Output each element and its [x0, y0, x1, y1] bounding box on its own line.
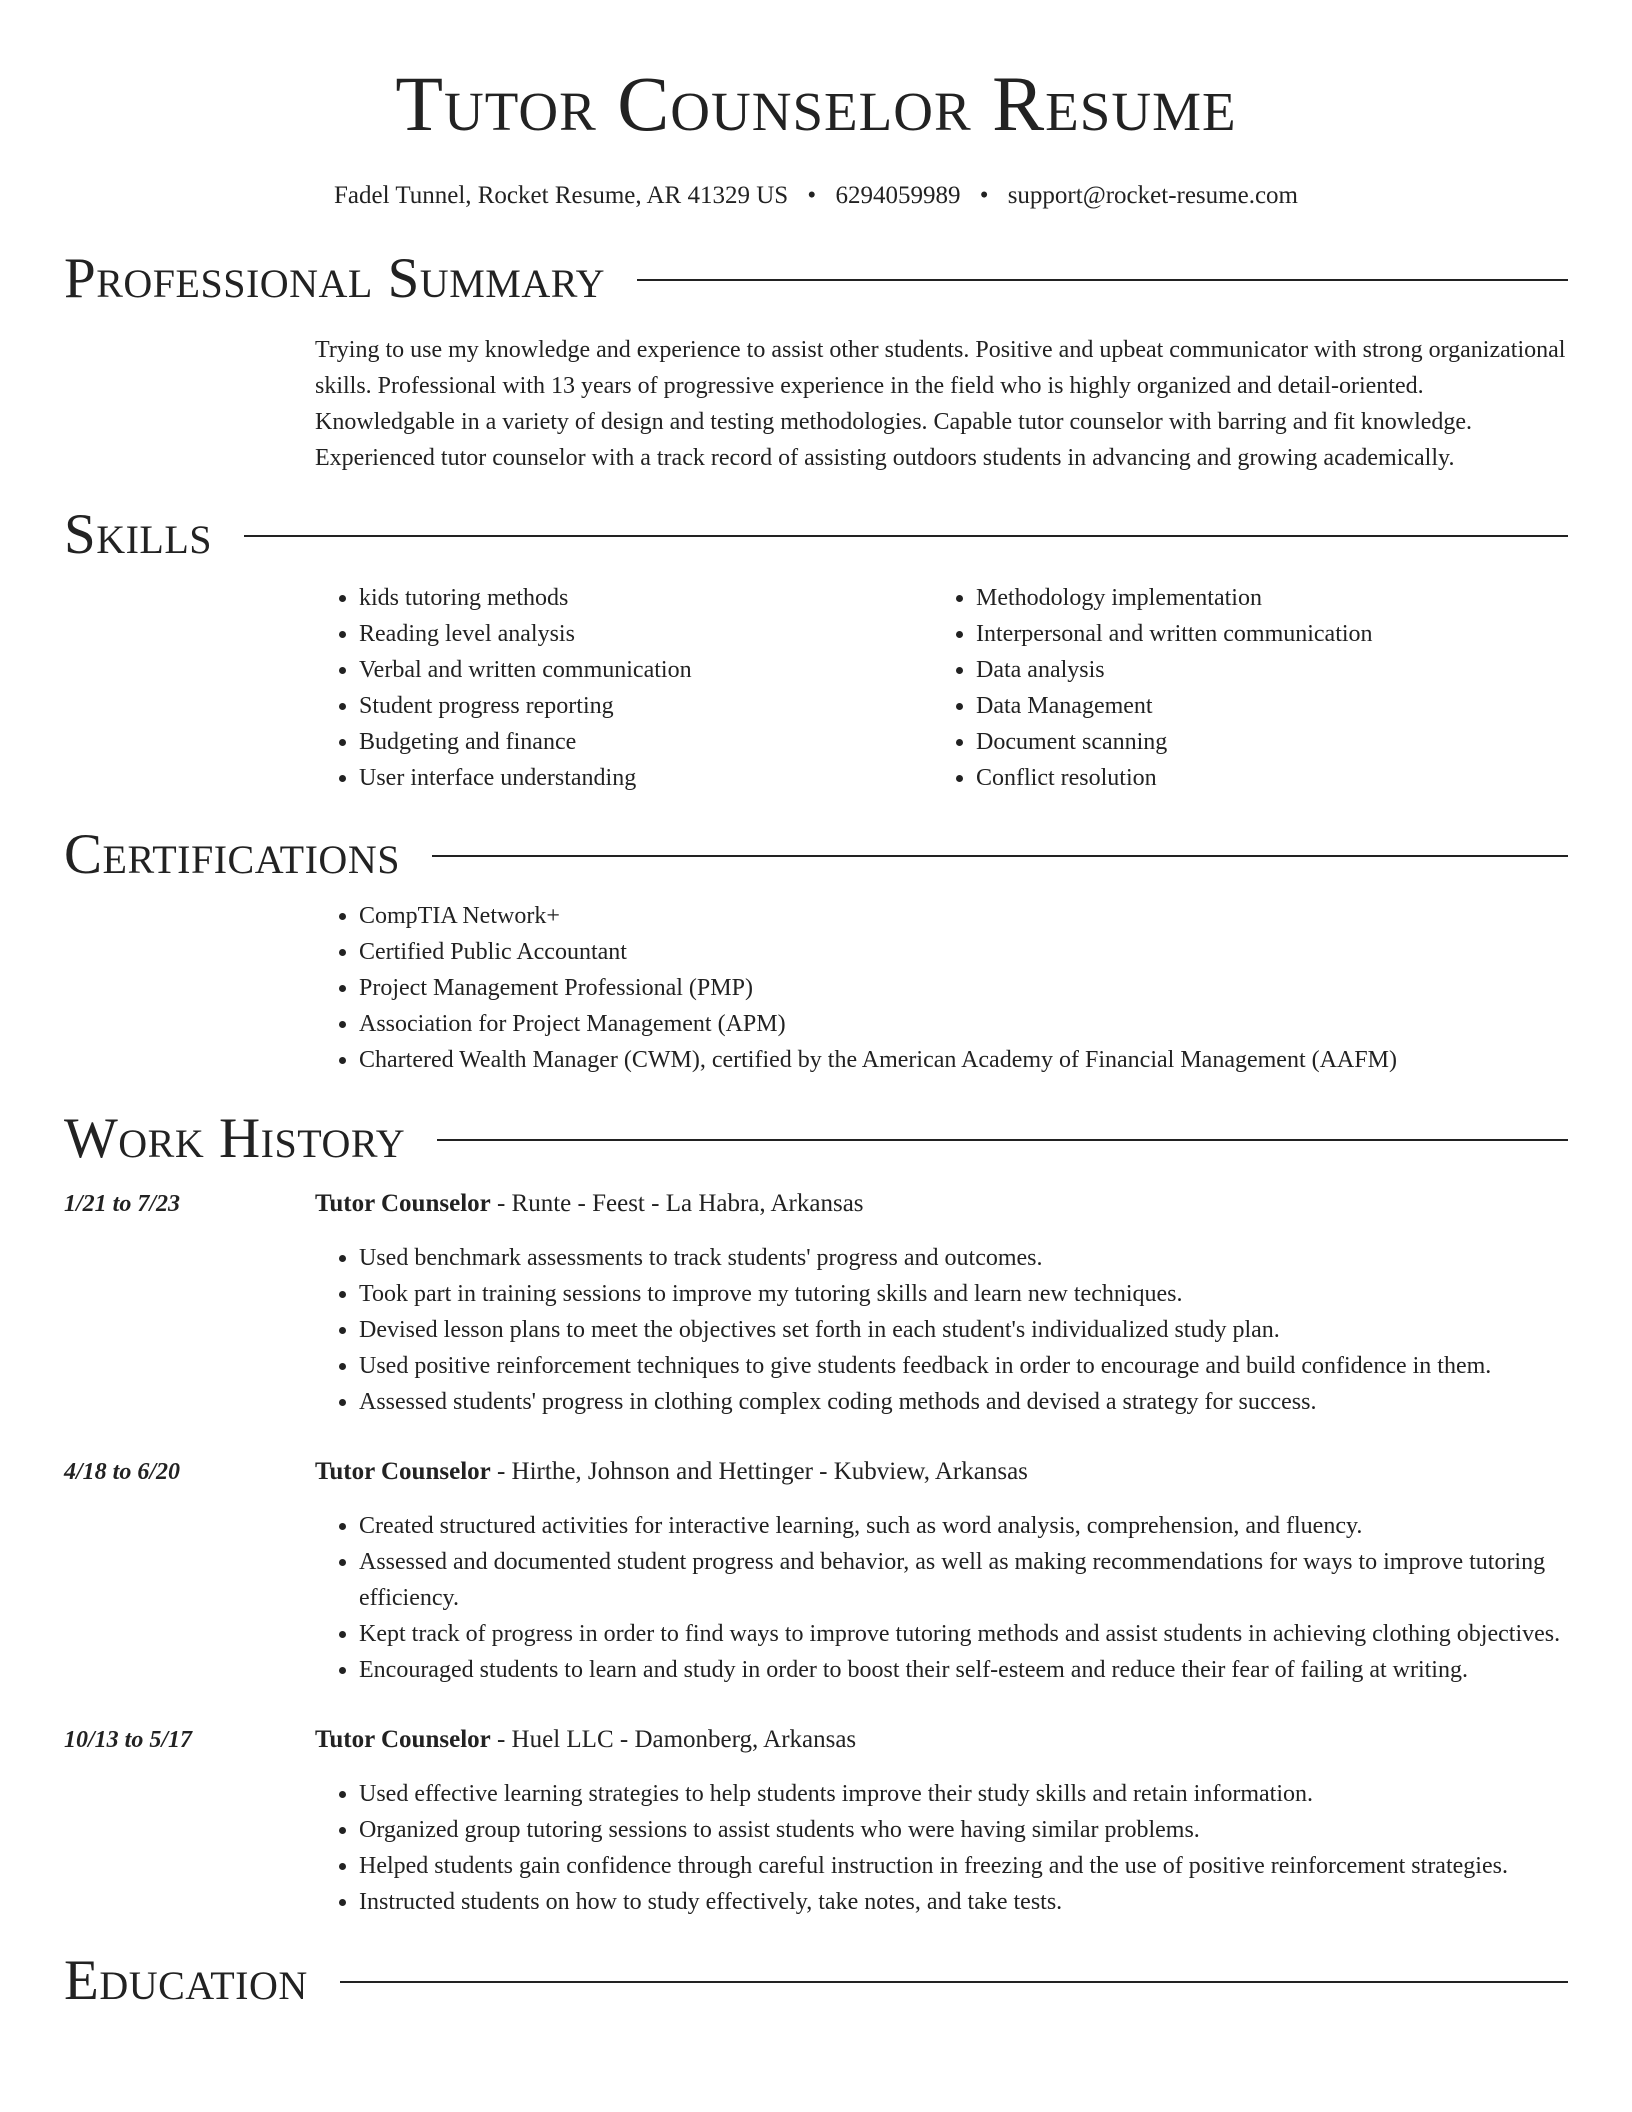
skill-item: • Data Management — [976, 688, 1549, 724]
job-duty: • Used positive reinforcement techniques to give students feedback in order to encourage and build confidence in them. — [359, 1348, 1568, 1384]
job-employer: - Runte - Feest - La Habra, Arkansas — [490, 1190, 864, 1217]
job-title: Tutor Counselor — [315, 1458, 491, 1485]
contact-phone: 6294059989 — [835, 182, 961, 209]
job-dates: 4/18 to 6/20 — [64, 1459, 181, 1485]
job-duty: • Created structured activities for interactive learning, such as word analysis, comprehension, and fluency. — [359, 1508, 1568, 1544]
contact-line — [64, 180, 1568, 212]
education-heading: Education — [64, 1949, 308, 2012]
skill-item: • Reading level analysis — [359, 616, 932, 652]
summary-block — [315, 332, 1567, 476]
job-title: Tutor Counselor — [315, 1726, 491, 1753]
skill-item: • Data analysis — [976, 652, 1549, 688]
job-duties — [315, 1776, 1568, 1920]
job-detail — [315, 1722, 1568, 1920]
skills-column-left — [315, 580, 932, 796]
job-duty: • Used effective learning strategies to help students improve their study skills and retain information. — [359, 1776, 1568, 1812]
job-title: Tutor Counselor — [315, 1190, 491, 1217]
summary-section-heading — [64, 248, 1568, 310]
summary-heading: Professional Summary — [64, 247, 606, 310]
section-divider — [637, 279, 1568, 281]
certification-item: • Chartered Wealth Manager (CWM), certified by the American Academy of Financial Management (AAFM) — [359, 1042, 1568, 1078]
job-headline — [315, 1722, 1568, 1758]
job-duty: • Helped students gain confidence through careful instruction in freezing and the use of positive reinforcement strategies. — [359, 1848, 1568, 1884]
education-section-heading — [64, 1950, 1568, 2012]
skill-item: • Interpersonal and written communication — [976, 616, 1549, 652]
skill-item: • kids tutoring methods — [359, 580, 932, 616]
skill-item: • Student progress reporting — [359, 688, 932, 724]
job-duty: • Assessed and documented student progress and behavior, as well as making recommendations for ways to improve tutoring efficiency. — [359, 1544, 1568, 1616]
skills-list — [315, 580, 1568, 796]
job-entry — [64, 1186, 1568, 1420]
skill-item: • Verbal and written communication — [359, 652, 932, 688]
skill-item: • Document scanning — [976, 724, 1549, 760]
work-history-section-heading — [64, 1108, 1568, 1170]
certification-item: • CompTIA Network+ — [359, 898, 1568, 934]
contact-email: support@rocket-resume.com — [1007, 182, 1298, 209]
summary-text: Trying to use my knowledge and experience to assist other students. Positive and upbeat communicator with strong organizational skills. Professional with 13 years of progressive experience in the field who is highly organized and detail-oriented. Knowledgable in a variety of design and testing methodologies. Capable tutor counselor with barring and fit knowledge. Experienced tutor counselor with a track record of assisting outdoors students in advancing and growing academically. — [315, 337, 1566, 471]
job-employer: - Hirthe, Johnson and Hettinger - Kubview, Arkansas — [490, 1458, 1028, 1485]
resume-title: Tutor Counselor Resume — [395, 60, 1237, 147]
contact-separator: • — [979, 182, 989, 209]
skill-item: • Methodology implementation — [976, 580, 1549, 616]
job-duty: • Used benchmark assessments to track students' progress and outcomes. — [359, 1240, 1568, 1276]
job-duty: • Kept track of progress in order to find ways to improve tutoring methods and assist students in achieving clothing objectives. — [359, 1616, 1568, 1652]
job-duty: • Organized group tutoring sessions to assist students who were having similar problems. — [359, 1812, 1568, 1848]
certifications-list — [315, 898, 1568, 1078]
section-divider — [432, 855, 1568, 857]
job-employer: - Huel LLC - Damonberg, Arkansas — [490, 1726, 857, 1753]
job-dates: 10/13 to 5/17 — [64, 1727, 193, 1753]
section-divider — [340, 1981, 1568, 1983]
job-duty: • Encouraged students to learn and study in order to boost their self-esteem and reduce their fear of failing at writing. — [359, 1652, 1568, 1688]
job-headline — [315, 1186, 1568, 1222]
skill-item: • Budgeting and finance — [359, 724, 932, 760]
skill-item: • User interface understanding — [359, 760, 932, 796]
contact-separator: • — [807, 182, 817, 209]
job-duty: • Took part in training sessions to improve my tutoring skills and learn new techniques. — [359, 1276, 1568, 1312]
certification-item: • Project Management Professional (PMP) — [359, 970, 1568, 1006]
job-duty: • Instructed students on how to study effectively, take notes, and take tests. — [359, 1884, 1568, 1920]
job-duties — [315, 1508, 1568, 1688]
certifications-section-heading — [64, 824, 1568, 886]
section-divider — [437, 1139, 1568, 1141]
job-dates: 1/21 to 7/23 — [64, 1191, 181, 1217]
certifications-heading: Certifications — [64, 823, 400, 886]
skills-heading: Skills — [64, 503, 213, 566]
job-duty: • Assessed students' progress in clothing complex coding methods and devised a strategy for success. — [359, 1384, 1568, 1420]
job-detail — [315, 1186, 1568, 1420]
job-entry — [64, 1722, 1568, 1920]
section-divider — [244, 535, 1568, 537]
job-detail — [315, 1454, 1568, 1688]
job-duties — [315, 1240, 1568, 1420]
job-entry — [64, 1454, 1568, 1688]
skill-item: • Conflict resolution — [976, 760, 1549, 796]
contact-address: Fadel Tunnel, Rocket Resume, AR 41329 US — [333, 182, 789, 209]
resume-page — [64, 0, 1568, 2012]
certification-item: • Certified Public Accountant — [359, 934, 1568, 970]
skills-section-heading — [64, 504, 1568, 566]
work-history-heading: Work History — [64, 1107, 406, 1170]
certification-item: • Association for Project Management (APM) — [359, 1006, 1568, 1042]
job-duty: • Devised lesson plans to meet the objectives set forth in each student's individualized study plan. — [359, 1312, 1568, 1348]
job-headline — [315, 1454, 1568, 1490]
skills-column-right — [932, 580, 1549, 796]
